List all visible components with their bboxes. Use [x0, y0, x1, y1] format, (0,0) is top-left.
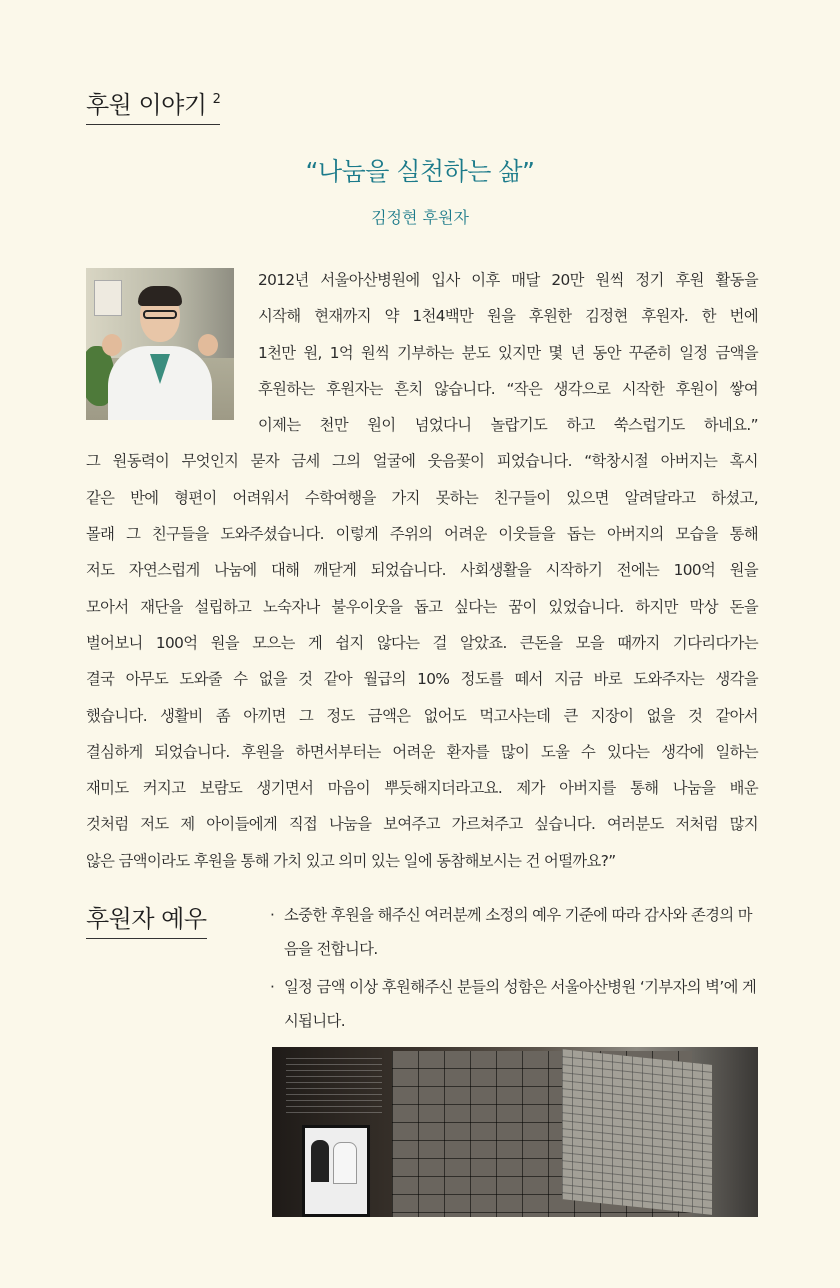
- story-line: 그 원동력이 무엇인지 묻자 금세 그의 얼굴에 웃음꽃이 피었습니다. “학창시절 아버지는 혹시: [86, 452, 758, 471]
- donor-wall-photo: [272, 1047, 758, 1217]
- story-line: 결국 아무도 도와줄 수 없을 것 같아 월급의 10% 정도를 떼서 지금 바로 도와주자는 생각을: [86, 670, 758, 689]
- courtesy-item: · 일정 금액 이상 후원해주신 분들의 성함은 서울아산병원 ‘기부자의 벽’에 게시됩니다.: [270, 970, 760, 1038]
- story-line: 시작해 현재까지 약 1천4백만 원을 후원한 김정현 후원자. 한 번에: [258, 307, 758, 326]
- section-title-text: 후원 이야기: [86, 91, 207, 119]
- story-body: [86, 262, 758, 879]
- courtesy-item: · 소중한 후원을 해주신 여러분께 소정의 예우 기준에 따라 감사와 존경의 마음을 전합니다.: [270, 898, 760, 966]
- story-line: 이제는 천만 원이 넘었다니 놀랍기도 하고 쑥스럽기도 하네요.”: [258, 416, 758, 435]
- story-quote-title: “나눔을 실천하는 삶”: [305, 157, 535, 186]
- story-line: 했습니다. 생활비 좀 아끼면 그 정도 금액은 없어도 먹고사는데 큰 지장이 없을 것 같아서: [86, 706, 758, 725]
- section-title-donation-story: [86, 85, 220, 125]
- story-line: 2012년 서울아산병원에 입사 이후 매달 20만 원씩 정기 후원 활동을: [258, 271, 758, 289]
- story-line: 벌어보니 100억 원을 모으는 게 쉽지 않다는 걸 알았죠. 큰돈을 모을 때까지 기다리다가는: [86, 633, 758, 652]
- courtesy-list: [270, 898, 760, 1042]
- story-line: 1천만 원, 1억 원씩 기부하는 분도 있지만 몇 년 동안 꾸준히 일정 금액을: [258, 343, 758, 362]
- story-line: 않은 금액이라도 후원을 통해 가치 있고 의미 있는 일에 동참해보시는 건 어떨까요?”: [86, 851, 616, 870]
- story-line: 재미도 커지고 보람도 생기면서 마음이 뿌듯해지더라고요. 제가 아버지를 통해 나눔을 배운: [86, 779, 758, 798]
- story-line: 저도 자연스럽게 나눔에 대해 깨닫게 되었습니다. 사회생활을 시작하기 전에는 100억 원을: [86, 561, 758, 580]
- story-line: 후원하는 후원자는 흔치 않습니다. “작은 생각으로 시작한 후원이 쌓여: [258, 379, 758, 398]
- donor-name: 김정현 후원자: [371, 208, 469, 227]
- section-number: 2: [212, 92, 221, 107]
- story-line: 것처럼 저도 제 아이들에게 직접 나눔을 보여주고 가르쳐주고 싶습니다. 여러분도 저처럼 많지: [86, 815, 758, 834]
- story-line: 모아서 재단을 설립하고 노숙자나 불우이웃을 돕고 싶다는 꿈이 있었습니다. 하지만 막상 돈을: [86, 597, 758, 616]
- section-title-donor-courtesy: 후원자 예우: [86, 899, 207, 939]
- story-line: 몰래 그 친구들을 도와주셨습니다. 이렇게 주위의 어려운 이웃들을 돕는 아버지의 모습을 통해: [86, 525, 758, 544]
- story-line: 결심하게 되었습니다. 후원을 하면서부터는 어려운 환자를 많이 도울 수 있다는 생각에 일하는: [86, 742, 758, 761]
- story-line: 같은 반에 형편이 어려워서 수학여행을 가지 못하는 친구들이 있으면 알려달라고 하셨고,: [86, 488, 758, 507]
